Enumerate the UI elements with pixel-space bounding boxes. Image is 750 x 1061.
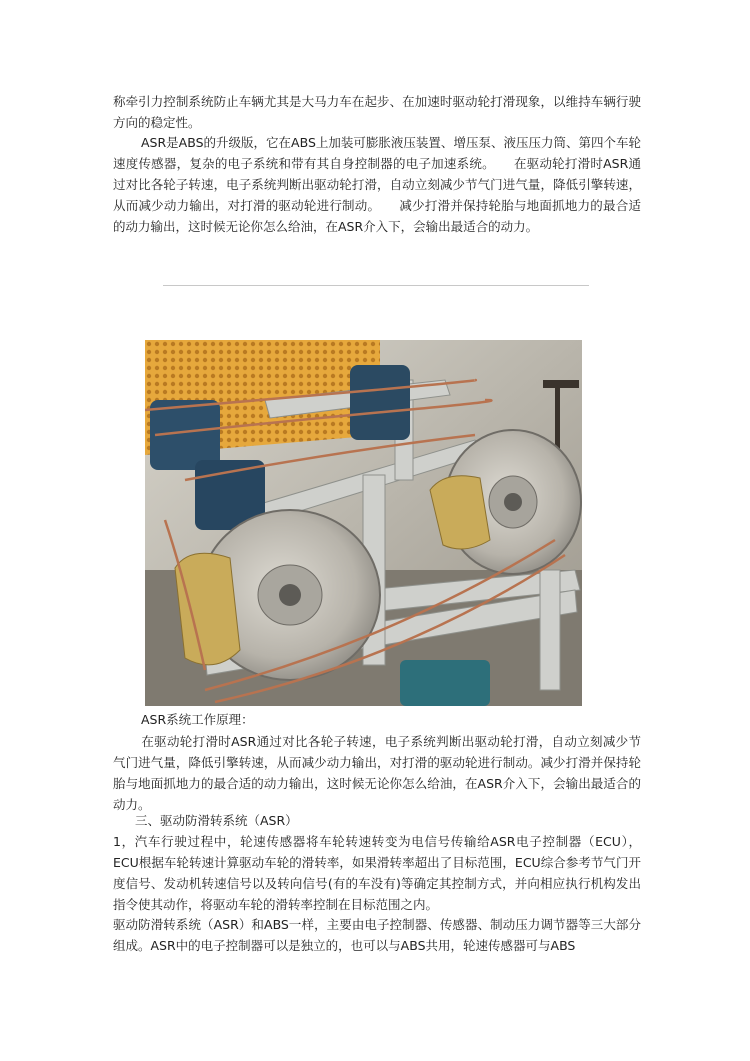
asr-test-bench-photo bbox=[145, 340, 582, 706]
divider bbox=[163, 285, 589, 286]
paragraph-process: 1，汽车行驶过程中，轮速传感器将车轮转速转变为电信号传输给ASR电子控制器（ECU），ECU根据车轮转速计算驱动车轮的滑转率，如果滑转率超出了目标范围，ECU综合参考节气门开度信号、发动机转速信号以及转向信号(有的车没有)等确定其控制方式，并向相应执行机构发出指令使其动作，将驱动车轮的滑转率控制在目标范围之内。 bbox=[113, 834, 641, 912]
paragraph-asr-abs bbox=[113, 132, 641, 237]
stool bbox=[543, 380, 579, 388]
figure-caption: ASR系统工作原理： bbox=[141, 712, 254, 727]
paragraph-principle-text: 在驱动轮打滑时ASR通过对比各轮子转速，电子系统判断出驱动轮打滑，自动立刻减少节气门进气量，降低引擎转速，从而减少动力输出，对打滑的驱动轮进行制动。减少打滑并保持轮胎与地面抓地力的最合适的动力输出，这时候无论你怎么给油，在ASR介入下，会输出最适合的动力。 bbox=[113, 734, 641, 812]
paragraph-principle bbox=[113, 731, 641, 815]
section-heading-asr: 三、驱动防滑转系统（ASR） bbox=[135, 813, 298, 828]
paragraph-components: 驱动防滑转系统（ASR）和ABS一样，主要由电子控制器、传感器、制动压力调节器等三大部分组成。ASR中的电子控制器可以是独立的，也可以与ABS共用，轮速传感器可与ABS bbox=[113, 917, 641, 953]
paragraph-intro: 称牵引力控制系统防止车辆尤其是大马力车在起步、在加速时驱动轮打滑现象，以维持车辆行驶方向的稳定性。 bbox=[113, 94, 641, 130]
paragraph-asr-abs-text: ASR是ABS的升级版，它在ABS上加装可膨胀液压装置、增压泵、液压压力筒、第四个车轮速度传感器，复杂的电子系统和带有其自身控制器的电子加速系统。 在驱动轮打滑时ASR通过对比各轮子转速，电子系统判断出驱动轮打滑，自动立刻减少节气门进气量，降低引擎转速，从而减少动力输出，对打滑的驱动轮进行制动。 减少打滑并保持轮胎与地面抓地力的最合适的动力输出，这时候无论你怎么给油，在ASR介入下，会输出最适合的动力。 bbox=[113, 135, 641, 234]
brake-caliper-front bbox=[175, 553, 240, 665]
